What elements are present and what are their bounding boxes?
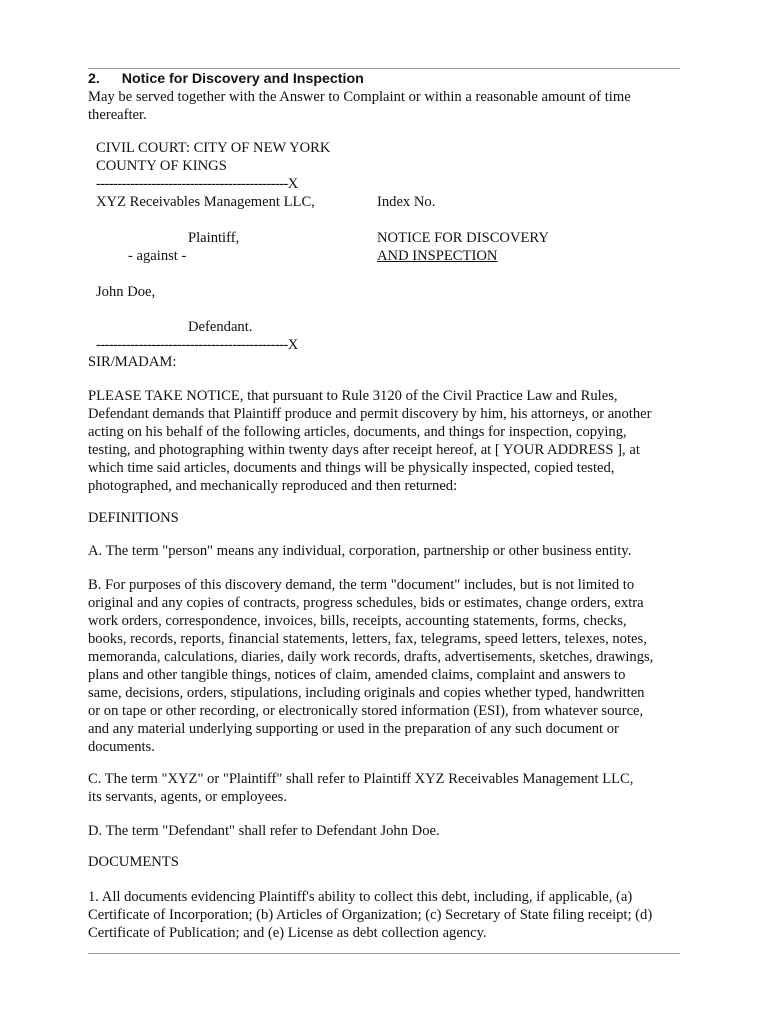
document-item-1 xyxy=(88,888,688,942)
section-heading xyxy=(88,70,364,88)
notice-line: photographed, and mechanically reproduced and then returned: xyxy=(88,478,458,494)
definition-b-line: B. For purposes of this discovery demand, the term "document" includes, but is not limited to xyxy=(88,577,635,593)
defendant-role: Defendant. xyxy=(188,319,253,335)
court-name: CIVIL COURT: CITY OF NEW YORK xyxy=(96,140,331,156)
section-title: Notice for Discovery and Inspection xyxy=(121,71,364,87)
against-label: - against - xyxy=(128,248,187,264)
definition-d xyxy=(88,822,688,840)
index-number-label: Index No. xyxy=(377,194,436,210)
definition-d-line: D. The term "Defendant" shall refer to Defendant John Doe. xyxy=(88,823,440,839)
court-county: COUNTY OF KINGS xyxy=(96,158,227,174)
intro-line: thereafter. xyxy=(88,107,147,123)
top-rule xyxy=(88,68,680,69)
notice-title-line1: NOTICE FOR DISCOVERY xyxy=(377,230,549,246)
definition-b-line: or on tape or other recording, or electronically stored information (ESI), from whatever source, xyxy=(88,703,644,719)
notice-title-line2: AND INSPECTION xyxy=(377,248,498,264)
documents-heading: DOCUMENTS xyxy=(88,854,179,870)
plaintiff-role: Plaintiff, xyxy=(188,230,240,246)
definition-b-line: and any material underlying supporting or used in the preparation of any such document or xyxy=(88,721,619,737)
definition-c xyxy=(88,770,688,806)
caption-divider-bottom: ---------------------------------------------X xyxy=(96,337,298,353)
bottom-rule xyxy=(88,953,680,954)
definitions-heading: DEFINITIONS xyxy=(88,510,179,526)
definition-c-line: C. The term "XYZ" or "Plaintiff" shall refer to Plaintiff XYZ Receivables Management LLC, xyxy=(88,771,634,787)
notice-line: PLEASE TAKE NOTICE, that pursuant to Rule 3120 of the Civil Practice Law and Rules, xyxy=(88,388,618,404)
document-item-line: Certificate of Publication; and (e) License as debt collection agency. xyxy=(88,925,487,941)
definition-b-line: plans and other tangible things, notices of claim, amended claims, complaint and answers to xyxy=(88,667,626,683)
document-item-line: Certificate of Incorporation; (b) Articles of Organization; (c) Secretary of State filing receipt; (d) xyxy=(88,907,653,923)
definition-b-line: books, records, reports, financial statements, letters, fax, telegrams, speed letters, telexes, notes, xyxy=(88,631,647,647)
definition-c-line: its servants, agents, or employees. xyxy=(88,789,287,805)
definition-b-line: work orders, correspondence, invoices, bills, receipts, accounting statements, forms, checks, xyxy=(88,613,627,629)
notice-line: testing, and photographing within twenty days after receipt hereof, at [ YOUR ADDRESS ], at xyxy=(88,442,640,458)
definition-a-line: A. The term "person" means any individual, corporation, partnership or other business entity. xyxy=(88,543,632,559)
plaintiff-name: XYZ Receivables Management LLC, xyxy=(96,194,315,210)
section-number: 2. xyxy=(88,71,100,87)
salutation: SIR/MADAM: xyxy=(88,354,177,370)
notice-line: which time said articles, documents and things will be physically inspected, copied tested, xyxy=(88,460,615,476)
definition-b-line: same, decisions, orders, stipulations, including originals and copies whether typed, handwritten xyxy=(88,685,645,701)
defendant-name: John Doe, xyxy=(96,284,156,300)
definition-b-line: original and any copies of contracts, progress schedules, bids or estimates, change orders, extra xyxy=(88,595,644,611)
definition-b-line: documents. xyxy=(88,739,155,755)
section-intro xyxy=(88,88,688,124)
intro-line: May be served together with the Answer to Complaint or within a reasonable amount of time xyxy=(88,89,631,105)
caption-divider-top: ---------------------------------------------X xyxy=(96,176,298,192)
notice-paragraph xyxy=(88,387,688,495)
definition-b-line: memoranda, calculations, diaries, daily work records, drafts, advertisements, sketches, drawings, xyxy=(88,649,654,665)
notice-line: Defendant demands that Plaintiff produce and permit discovery by him, his attorneys, or another xyxy=(88,406,652,422)
document-item-line: 1. All documents evidencing Plaintiff's ability to collect this debt, including, if applicable, (a) xyxy=(88,889,633,905)
definition-a xyxy=(88,542,688,560)
notice-line: acting on his behalf of the following articles, documents, and things for inspection, copying, xyxy=(88,424,627,440)
definition-b xyxy=(88,576,688,756)
